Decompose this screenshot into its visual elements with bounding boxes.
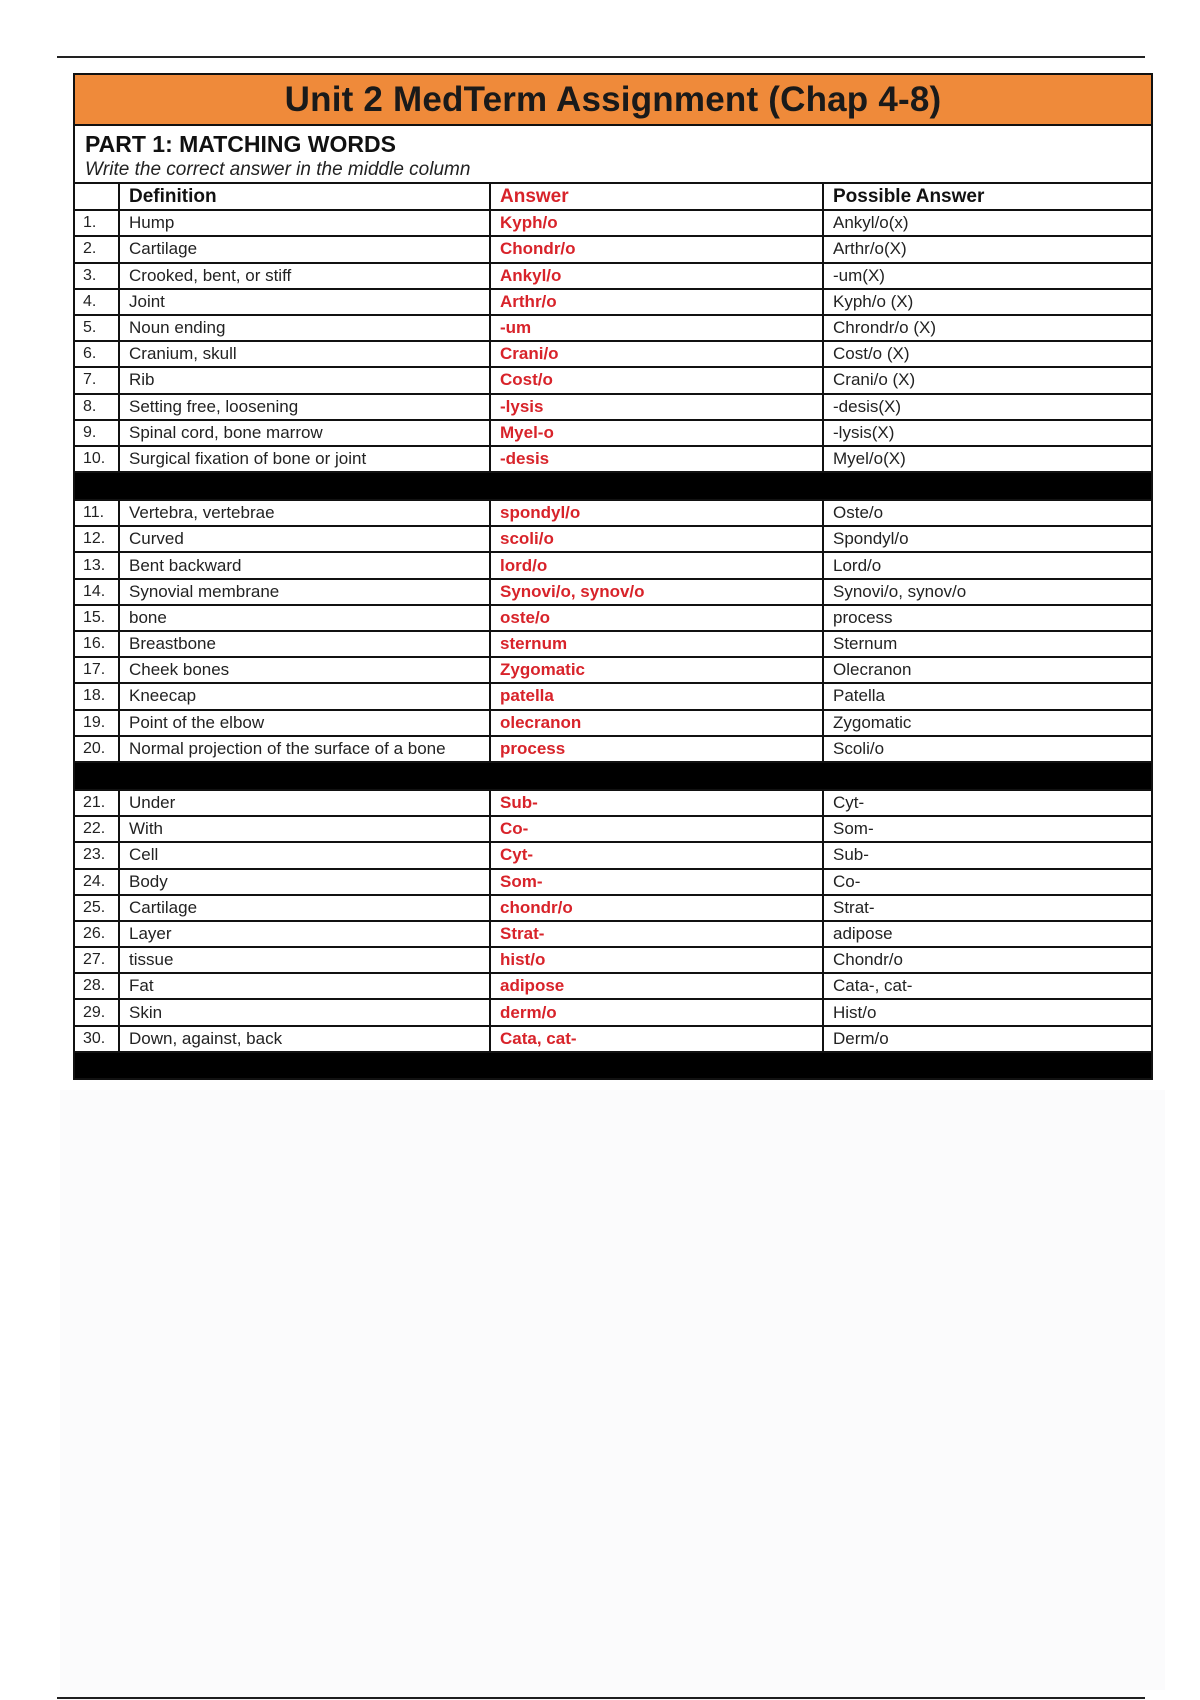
definition-cell: Rib [119, 367, 490, 393]
table-row [75, 947, 1151, 973]
row-number: 16. [75, 631, 119, 657]
answer-cell: Sub- [490, 790, 823, 816]
answer-cell: -desis [490, 446, 823, 472]
row-number: 17. [75, 657, 119, 683]
row-number: 25. [75, 895, 119, 921]
table-row [75, 605, 1151, 631]
definition-cell: Cell [119, 842, 490, 868]
table-row [75, 973, 1151, 999]
possible-answer-cell: Strat- [823, 895, 1151, 921]
row-number: 14. [75, 579, 119, 605]
possible-answer-cell: Zygomatic [823, 710, 1151, 736]
table-body [75, 210, 1151, 1078]
table-row [75, 736, 1151, 762]
part-title: PART 1: MATCHING WORDS [85, 131, 396, 157]
definition-cell: Point of the elbow [119, 710, 490, 736]
row-number: 8. [75, 394, 119, 420]
row-number: 9. [75, 420, 119, 446]
table-row [75, 420, 1151, 446]
table-row [75, 710, 1151, 736]
table-row [75, 500, 1151, 526]
answer-cell: Cost/o [490, 367, 823, 393]
table-row [75, 236, 1151, 262]
document-title: Unit 2 MedTerm Assignment (Chap 4-8) [284, 79, 942, 119]
table-row [75, 315, 1151, 341]
definition-cell: With [119, 816, 490, 842]
definition-cell: Breastbone [119, 631, 490, 657]
row-number: 22. [75, 816, 119, 842]
table-row [75, 790, 1151, 816]
row-number: 30. [75, 1026, 119, 1052]
possible-answer-cell: Cost/o (X) [823, 341, 1151, 367]
table-row [75, 842, 1151, 868]
possible-answer-cell: Hist/o [823, 999, 1151, 1025]
table-row [75, 526, 1151, 552]
table-row [75, 999, 1151, 1025]
title-bar [75, 75, 1151, 126]
possible-answer-cell: Spondyl/o [823, 526, 1151, 552]
definition-cell: Layer [119, 921, 490, 947]
row-number: 2. [75, 236, 119, 262]
possible-answer-cell: Som- [823, 816, 1151, 842]
row-number: 3. [75, 263, 119, 289]
answer-cell: Arthr/o [490, 289, 823, 315]
possible-answer-cell: Chondr/o [823, 947, 1151, 973]
answer-cell: Cata, cat- [490, 1026, 823, 1052]
definition-cell: Joint [119, 289, 490, 315]
definition-cell: bone [119, 605, 490, 631]
instructions: Write the correct answer in the middle column [85, 159, 471, 180]
row-number: 19. [75, 710, 119, 736]
table-header-row [75, 184, 1151, 210]
answer-cell: spondyl/o [490, 500, 823, 526]
possible-answer-cell: adipose [823, 921, 1151, 947]
assignment-sheet [73, 73, 1153, 1080]
answer-cell: -um [490, 315, 823, 341]
answer-cell: Cyt- [490, 842, 823, 868]
section-divider-bar [75, 472, 1151, 500]
definition-cell: Synovial membrane [119, 579, 490, 605]
possible-answer-cell: process [823, 605, 1151, 631]
bottom-rule [57, 1697, 1145, 1699]
row-number: 18. [75, 683, 119, 709]
possible-answer-cell: Scoli/o [823, 736, 1151, 762]
possible-answer-cell: Cyt- [823, 790, 1151, 816]
table-row [75, 367, 1151, 393]
table-row [75, 1026, 1151, 1052]
definition-cell: Surgical fixation of bone or joint [119, 446, 490, 472]
possible-answer-cell: Sternum [823, 631, 1151, 657]
row-number: 28. [75, 973, 119, 999]
definition-cell: Cheek bones [119, 657, 490, 683]
definition-cell: Spinal cord, bone marrow [119, 420, 490, 446]
section-divider [75, 1052, 1151, 1078]
definition-cell: Under [119, 790, 490, 816]
answer-cell: olecranon [490, 710, 823, 736]
definition-cell: Cartilage [119, 895, 490, 921]
row-number: 4. [75, 289, 119, 315]
answer-cell: Crani/o [490, 341, 823, 367]
possible-answer-cell: -lysis(X) [823, 420, 1151, 446]
table-row [75, 657, 1151, 683]
answer-cell: Zygomatic [490, 657, 823, 683]
answer-cell: hist/o [490, 947, 823, 973]
row-number: 29. [75, 999, 119, 1025]
definition-cell: Normal projection of the surface of a bone [119, 736, 490, 762]
answer-cell: adipose [490, 973, 823, 999]
row-number: 11. [75, 500, 119, 526]
row-number: 23. [75, 842, 119, 868]
definition-cell: Kneecap [119, 683, 490, 709]
possible-answer-cell: Co- [823, 869, 1151, 895]
table-row [75, 816, 1151, 842]
section-divider [75, 762, 1151, 790]
definition-cell: Noun ending [119, 315, 490, 341]
possible-answer-cell: -um(X) [823, 263, 1151, 289]
header-number [75, 184, 119, 210]
definition-cell: Cranium, skull [119, 341, 490, 367]
row-number: 20. [75, 736, 119, 762]
possible-answer-cell: Arthr/o(X) [823, 236, 1151, 262]
table-row [75, 869, 1151, 895]
possible-answer-cell: Chrondr/o (X) [823, 315, 1151, 341]
answer-cell: Chondr/o [490, 236, 823, 262]
row-number: 24. [75, 869, 119, 895]
answer-cell: Co- [490, 816, 823, 842]
definition-cell: Setting free, loosening [119, 394, 490, 420]
row-number: 27. [75, 947, 119, 973]
table-row [75, 394, 1151, 420]
table-row [75, 210, 1151, 236]
possible-answer-cell: Oste/o [823, 500, 1151, 526]
row-number: 15. [75, 605, 119, 631]
possible-answer-cell: Olecranon [823, 657, 1151, 683]
definition-cell: Curved [119, 526, 490, 552]
answer-cell: derm/o [490, 999, 823, 1025]
answer-cell: oste/o [490, 605, 823, 631]
answer-cell: chondr/o [490, 895, 823, 921]
definition-cell: Bent backward [119, 552, 490, 578]
answer-cell: patella [490, 683, 823, 709]
answer-cell: sternum [490, 631, 823, 657]
answer-cell: Myel-o [490, 420, 823, 446]
definition-cell: Vertebra, vertebrae [119, 500, 490, 526]
table-row [75, 341, 1151, 367]
table-row [75, 921, 1151, 947]
table-row [75, 552, 1151, 578]
table-row [75, 289, 1151, 315]
matching-table [75, 184, 1151, 1078]
header-possible-answer: Possible Answer [823, 184, 1151, 210]
header-answer: Answer [490, 184, 823, 210]
row-number: 7. [75, 367, 119, 393]
table-row [75, 263, 1151, 289]
answer-cell: Synovi/o, synov/o [490, 579, 823, 605]
definition-cell: tissue [119, 947, 490, 973]
answer-cell: Som- [490, 869, 823, 895]
possible-answer-cell: Kyph/o (X) [823, 289, 1151, 315]
table-row [75, 683, 1151, 709]
table-row [75, 579, 1151, 605]
row-number: 13. [75, 552, 119, 578]
possible-answer-cell: Lord/o [823, 552, 1151, 578]
table-row [75, 446, 1151, 472]
header-definition: Definition [119, 184, 490, 210]
definition-cell: Fat [119, 973, 490, 999]
answer-cell: scoli/o [490, 526, 823, 552]
row-number: 12. [75, 526, 119, 552]
answer-cell: lord/o [490, 552, 823, 578]
definition-cell: Body [119, 869, 490, 895]
row-number: 10. [75, 446, 119, 472]
possible-answer-cell: -desis(X) [823, 394, 1151, 420]
definition-cell: Hump [119, 210, 490, 236]
possible-answer-cell: Myel/o(X) [823, 446, 1151, 472]
section-divider [75, 472, 1151, 500]
definition-cell: Skin [119, 999, 490, 1025]
row-number: 6. [75, 341, 119, 367]
page-background [60, 1090, 1165, 1690]
possible-answer-cell: Patella [823, 683, 1151, 709]
row-number: 26. [75, 921, 119, 947]
section-divider-bar [75, 762, 1151, 790]
possible-answer-cell: Sub- [823, 842, 1151, 868]
answer-cell: -lysis [490, 394, 823, 420]
answer-cell: Strat- [490, 921, 823, 947]
answer-cell: Kyph/o [490, 210, 823, 236]
definition-cell: Cartilage [119, 236, 490, 262]
row-number: 1. [75, 210, 119, 236]
table-row [75, 895, 1151, 921]
answer-cell: Ankyl/o [490, 263, 823, 289]
top-rule [57, 56, 1145, 58]
row-number: 5. [75, 315, 119, 341]
section-divider-bar [75, 1052, 1151, 1078]
possible-answer-cell: Cata-, cat- [823, 973, 1151, 999]
part-header [75, 126, 1151, 184]
definition-cell: Down, against, back [119, 1026, 490, 1052]
definition-cell: Crooked, bent, or stiff [119, 263, 490, 289]
possible-answer-cell: Crani/o (X) [823, 367, 1151, 393]
possible-answer-cell: Derm/o [823, 1026, 1151, 1052]
answer-cell: process [490, 736, 823, 762]
row-number: 21. [75, 790, 119, 816]
table-row [75, 631, 1151, 657]
possible-answer-cell: Ankyl/o(x) [823, 210, 1151, 236]
possible-answer-cell: Synovi/o, synov/o [823, 579, 1151, 605]
